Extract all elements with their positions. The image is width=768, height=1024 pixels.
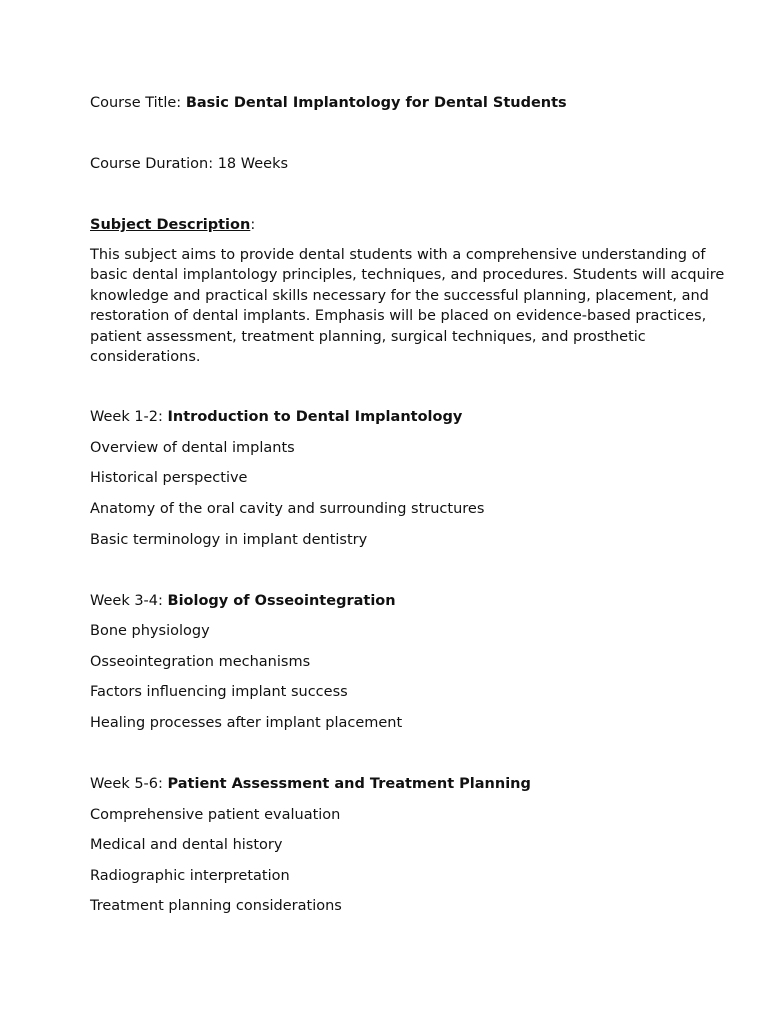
course-title-label: Course Title: [90, 95, 186, 111]
description-line: knowledge and practical skills necessary for the successful planning, placement, and [90, 287, 709, 304]
description-line: basic dental implantology principles, techniques, and procedures. Students will acquire [90, 267, 725, 284]
description-line: restoration of dental implants. Emphasis will be placed on evidence-based practices, [90, 308, 707, 325]
week-label: Week 3-4: [90, 593, 168, 609]
list-item: Overview of dental implants [90, 440, 295, 456]
list-item: Anatomy of the oral cavity and surrounding structures [90, 501, 485, 517]
list-item: Basic terminology in implant dentistry [90, 532, 368, 548]
list-item: Bone physiology [90, 623, 210, 639]
course-duration: Course Duration: 18 Weeks [90, 156, 289, 172]
subject-heading-colon: : [250, 217, 256, 233]
subject-description [90, 245, 725, 367]
week-title: Biology of Osseointegration [167, 593, 396, 609]
list-item: Comprehensive patient evaluation [90, 807, 341, 823]
week-heading [90, 407, 462, 427]
week-title: Patient Assessment and Treatment Planning [167, 776, 531, 792]
week-label: Week 1-2: [90, 409, 168, 425]
description-line: patient assessment, treatment planning, surgical techniques, and prosthetic [90, 328, 646, 345]
description-line: considerations. [90, 349, 201, 366]
description-line: This subject aims to provide dental students with a comprehensive understanding of [90, 247, 706, 263]
week-title: Introduction to Dental Implantology [167, 409, 463, 425]
week-label: Week 5-6: [90, 776, 168, 792]
subject-heading-line [90, 215, 255, 235]
course-title-line [90, 93, 567, 113]
list-item: Factors influencing implant success [90, 684, 348, 700]
subject-heading: Subject Description [90, 217, 251, 233]
list-item: Medical and dental history [90, 837, 283, 853]
course-title-value: Basic Dental Implantology for Dental Students [185, 95, 567, 111]
list-item: Healing processes after implant placement [90, 715, 403, 731]
week-heading [90, 591, 396, 611]
week-heading [90, 774, 531, 794]
list-item: Historical perspective [90, 470, 248, 486]
list-item: Treatment planning considerations [90, 898, 342, 914]
list-item: Radiographic interpretation [90, 868, 290, 884]
list-item: Osseointegration mechanisms [90, 654, 311, 670]
